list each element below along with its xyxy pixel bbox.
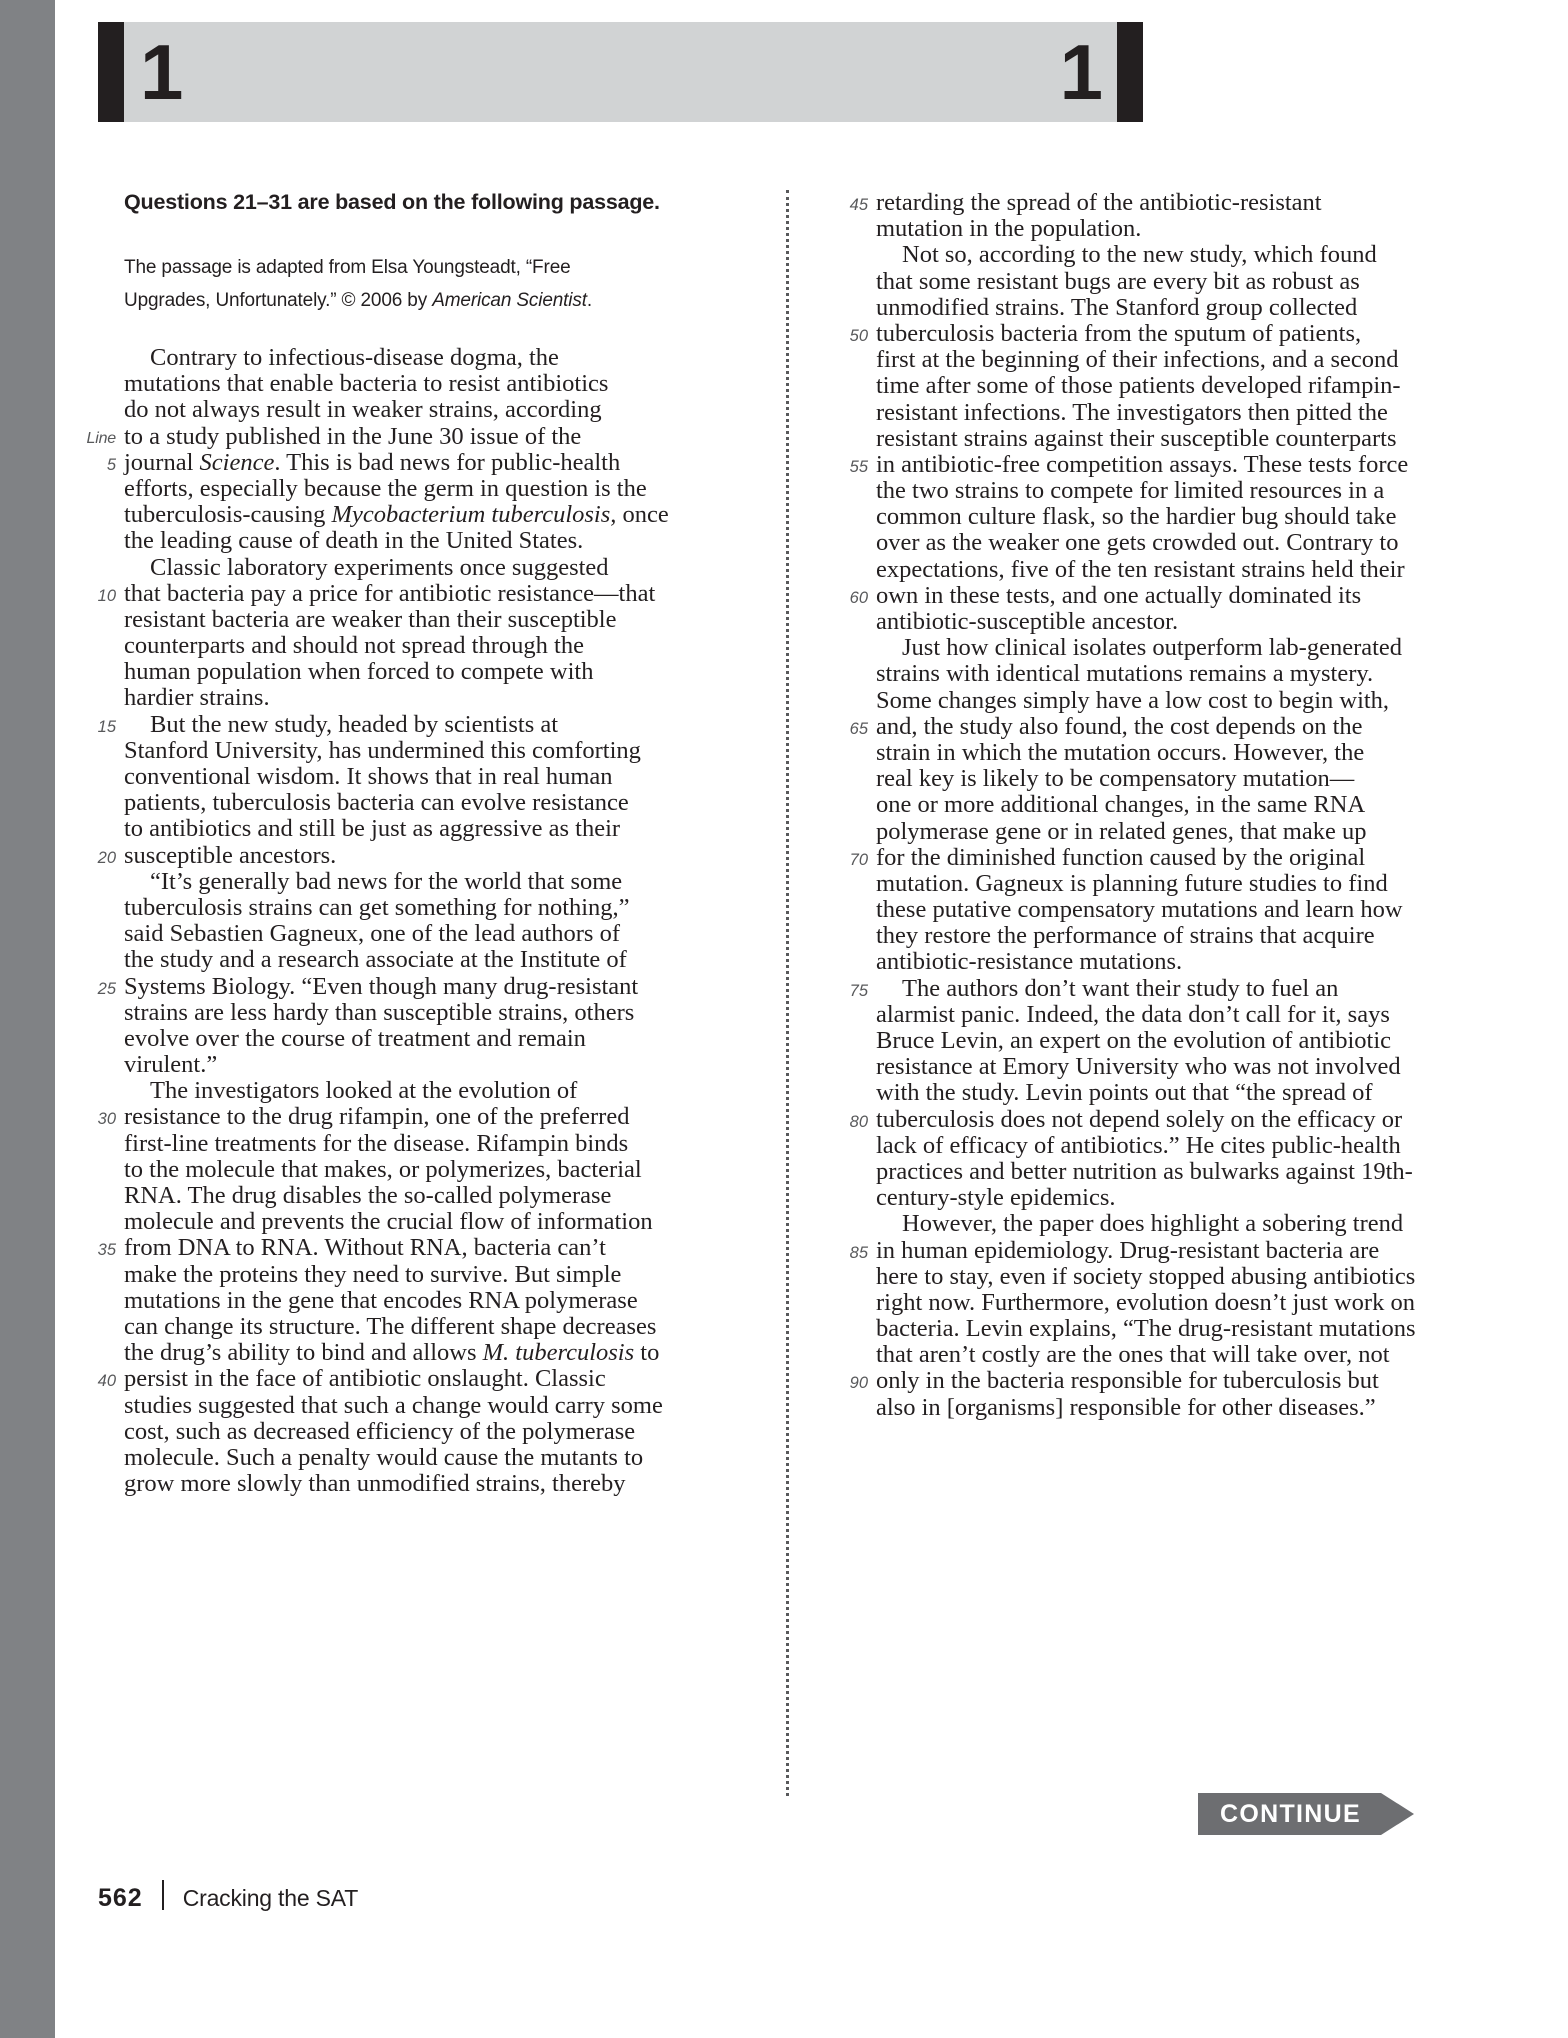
passage-line-text: The investigators looked at the evolution of [150, 1077, 578, 1105]
passage-line [850, 295, 1450, 321]
passage-line [850, 661, 1450, 687]
passage-line [850, 373, 1450, 399]
passage-line-text: said Sebastien Gagneux, one of the lead authors of [124, 920, 620, 948]
passage-line-text: mutations that enable bacteria to resist antibiotics [124, 370, 609, 398]
passage-heading: Questions 21–31 are based on the following passage. [124, 190, 660, 214]
passage-line [98, 1471, 698, 1497]
passage-line [850, 1264, 1450, 1290]
passage-line [98, 450, 698, 476]
passage-line [98, 843, 698, 869]
passage-line [850, 766, 1450, 792]
passage-line [98, 764, 698, 790]
passage-line-text: that some resistant bugs are every bit as robust as [876, 267, 1360, 295]
passage-line-text: Some changes simply have a low cost to begin with, [876, 686, 1390, 714]
passage-line [98, 1445, 698, 1471]
passage-line [850, 923, 1450, 949]
passage-line [98, 1366, 698, 1392]
line-number: 75 [849, 981, 868, 1000]
passage-line [850, 242, 1450, 268]
passage-credit-line-2-post: . [586, 290, 592, 311]
passage-line-text: the leading cause of death in the United States. [124, 527, 584, 555]
passage-line [850, 1002, 1450, 1028]
passage-line [850, 1290, 1450, 1316]
passage-line-text: cost, such as decreased efficiency of the polymerase [124, 1417, 636, 1445]
passage-line-text: alarmist panic. Indeed, the data don’t call for it, says [876, 1000, 1390, 1028]
passage-line [850, 1054, 1450, 1080]
passage-line-text: retarding the spread of the antibiotic-resistant [876, 189, 1322, 216]
line-number: 85 [849, 1243, 868, 1262]
passage-body [86, 189, 1450, 1790]
passage-column-left [86, 190, 698, 1498]
passage-line-text: Systems Biology. “Even though many drug-resistant [124, 972, 639, 1000]
passage-line-text: expectations, five of the ten resistant strains held their [876, 555, 1405, 583]
passage-line [850, 949, 1450, 975]
passage-line [850, 792, 1450, 818]
line-number: 15 [97, 717, 116, 736]
footer-divider-rule [162, 1880, 164, 1910]
passage-line-text: lack of efficacy of antibiotics.” He cites public-health [876, 1131, 1401, 1159]
header-gray-banner [124, 22, 1117, 122]
passage-line-text: from DNA to RNA. Without RNA, bacteria can’t [124, 1234, 606, 1262]
passage-line-text: the two strains to compete for limited resources in a [876, 477, 1385, 505]
passage-line [98, 895, 698, 921]
line-number: 5 [106, 455, 116, 474]
passage-line [98, 1078, 698, 1104]
passage-line [850, 1211, 1450, 1237]
passage-line [850, 740, 1450, 766]
passage-line [850, 1080, 1450, 1106]
passage-line-text: in human epidemiology. Drug-resistant bacteria are [876, 1236, 1380, 1264]
passage-line-text: journal [124, 448, 200, 476]
section-header-banner [98, 22, 1143, 122]
line-number: 25 [97, 979, 116, 998]
passage-line-text: bacteria. Levin explains, “The drug-resistant mutations [876, 1315, 1416, 1343]
passage-line-text: “It’s generally bad news for the world that some [150, 867, 623, 895]
passage-line [98, 869, 698, 895]
passage-line [850, 609, 1450, 635]
passage-line [86, 422, 698, 450]
passage-line-text: mutation. Gagneux is planning future studies to find [876, 869, 1388, 897]
passage-line-text: they restore the performance of strains that acquire [876, 922, 1375, 950]
passage-line-text: that aren’t costly are the ones that will take over, not [876, 1341, 1390, 1369]
passage-line [850, 216, 1450, 242]
passage-line [850, 871, 1450, 897]
passage-line [850, 1316, 1450, 1342]
passage-line [850, 347, 1450, 373]
passage-line [850, 1238, 1450, 1264]
passage-line-text: these putative compensatory mutations and learn how [876, 896, 1403, 924]
passage-line [850, 426, 1450, 452]
passage-line-text: to the molecule that makes, or polymerizes, bacterial [124, 1155, 642, 1183]
passage-credit-line-1: The passage is adapted from Elsa Youngsteadt, “Free [124, 257, 571, 278]
page-footer [98, 1876, 358, 1913]
passage-line-text: make the proteins they need to survive. But simple [124, 1260, 622, 1288]
passage-line-text: studies suggested that such a change would carry some [124, 1391, 663, 1419]
passage-line [98, 1340, 698, 1366]
line-number: 55 [849, 457, 868, 476]
passage-line [98, 790, 698, 816]
passage-line [98, 1052, 698, 1078]
passage-line [850, 897, 1450, 923]
passage-line-text: grow more slowly than unmodified strains, thereby [124, 1470, 626, 1498]
line-number: 35 [97, 1241, 116, 1260]
passage-line-text: antibiotic-susceptible ancestor. [876, 608, 1179, 635]
passage-line [850, 976, 1450, 1002]
passage-line [850, 1395, 1450, 1421]
passage-line [98, 1131, 698, 1157]
passage-line-text: also in [organisms] responsible for other diseases.” [876, 1393, 1376, 1421]
passage-line [98, 921, 698, 947]
passage-line-text: in antibiotic-free competition assays. These tests force [876, 450, 1409, 478]
passage-line-text: resistant infections. The investigators then pitted the [876, 398, 1388, 426]
passage-line-text: RNA. The drug disables the so-called polymerase [124, 1182, 612, 1209]
passage-line-text: strain in which the mutation occurs. However, the [876, 738, 1365, 766]
passage-line-text: evolve over the course of treatment and remain [124, 1024, 586, 1052]
passage-line-text: the study and a research associate at the Institute of [124, 946, 627, 974]
passage-line-text: human population when forced to compete with [124, 658, 594, 686]
passage-line-text: conventional wisdom. It shows that in real human [124, 763, 613, 790]
passage-line-text: unmodified strains. The Stanford group collected [876, 293, 1358, 321]
passage-line-text: the drug’s ability to bind and allows [124, 1339, 483, 1367]
passage-line-text: here to stay, even if society stopped abusing antibiotics [876, 1262, 1416, 1290]
line-number: 90 [849, 1374, 868, 1393]
passage-line-text: Contrary to infectious-disease dogma, the [150, 344, 559, 371]
passage-line-text-cont: to [634, 1339, 660, 1367]
passage-line [850, 478, 1450, 504]
passage-line [98, 607, 698, 633]
passage-line-text: Not so, according to the new study, which found [902, 241, 1377, 269]
passage-line [850, 819, 1450, 845]
passage-line [850, 845, 1450, 871]
passage-line [98, 1419, 698, 1445]
passage-line-text: Just how clinical isolates outperform lab-generated [902, 634, 1403, 662]
passage-line [98, 1104, 698, 1130]
passage-lines-right [850, 190, 1450, 1421]
passage-line-italic: Science [199, 448, 275, 476]
passage-line-text: However, the paper does highlight a sobering trend [902, 1210, 1404, 1238]
line-number: 20 [97, 848, 116, 867]
passage-line [98, 659, 698, 685]
passage-line-text: tuberculosis bacteria from the sputum of patients, [876, 319, 1362, 347]
passage-line-text: mutation in the population. [876, 215, 1142, 243]
passage-line-text: right now. Furthermore, evolution doesn’t just work on [876, 1288, 1415, 1316]
passage-line-text: Stanford University, has undermined this comforting [124, 736, 641, 764]
passage-line [98, 502, 698, 528]
passage-line [98, 1262, 698, 1288]
passage-line-italic: M. tuberculosis [482, 1339, 635, 1367]
passage-line-text: over as the weaker one gets crowded out. Contrary to [876, 529, 1399, 557]
passage-line-text: molecule. Such a penalty would cause the mutants to [124, 1443, 644, 1471]
passage-line [98, 712, 698, 738]
passage-line [98, 581, 698, 607]
passage-line-text: resistant strains against their susceptible counterparts [876, 424, 1397, 452]
line-number: 65 [849, 719, 868, 738]
line-number: 70 [849, 850, 868, 869]
passage-line [850, 1028, 1450, 1054]
passage-line-text-cont: . This is bad news for public-health [274, 448, 621, 476]
footer-book-title: Cracking the SAT [182, 1885, 359, 1911]
passage-line-text: do not always result in weaker strains, according [124, 396, 602, 424]
passage-line-text: first at the beginning of their infections, and a second [876, 346, 1399, 374]
passage-line [850, 1185, 1450, 1211]
passage-line [850, 557, 1450, 583]
passage-line-text: time after some of those patients developed rifampin- [876, 372, 1401, 400]
passage-line-text: patients, tuberculosis bacteria can evolve resistance [124, 789, 629, 817]
passage-line [98, 1314, 698, 1340]
passage-line-text: strains are less hardy than susceptible strains, others [124, 998, 635, 1026]
passage-line [98, 397, 698, 423]
continue-button[interactable] [1198, 1793, 1414, 1835]
passage-line-text: virulent.” [124, 1051, 218, 1079]
passage-line [98, 816, 698, 842]
passage-line [98, 1393, 698, 1419]
passage-line-text: counterparts and should not spread through the [124, 632, 584, 660]
line-number: 10 [97, 586, 116, 605]
passage-line [98, 1209, 698, 1235]
line-number: 30 [97, 1110, 116, 1129]
passage-line [98, 685, 698, 711]
passage-line [850, 504, 1450, 530]
passage-line-text: strains with identical mutations remains a mystery. [876, 660, 1374, 688]
column-divider-dotted [786, 190, 789, 1796]
line-number: 60 [849, 588, 868, 607]
continue-arrow-icon [1381, 1793, 1414, 1835]
passage-line-italic: Mycobacterium tuberculosis, [331, 501, 617, 529]
header-left-black-cap [98, 22, 124, 122]
passage-line [850, 1159, 1450, 1185]
passage-line-text: persist in the face of antibiotic onslaught. Classic [124, 1365, 606, 1393]
passage-line-text: Bruce Levin, an expert on the evolution of antibiotic [876, 1027, 1392, 1054]
line-number: 50 [849, 326, 868, 345]
passage-line-text: first-line treatments for the disease. Rifampin binds [124, 1129, 629, 1157]
footer-page-number: 562 [98, 1884, 143, 1912]
passage-line-text: and, the study also found, the cost depends on the [876, 712, 1363, 740]
passage-credit [124, 251, 644, 317]
passage-line-text: susceptible ancestors. [124, 841, 337, 869]
passage-line [850, 1368, 1450, 1394]
passage-line-text: But the new study, headed by scientists at [150, 710, 559, 738]
passage-line [98, 1026, 698, 1052]
passage-line-text: to a study published in the June 30 issue of the [124, 422, 582, 450]
section-number-left: 1 [140, 28, 182, 116]
passage-column-right [850, 190, 1450, 1421]
passage-line-text: tuberculosis strains can get something for nothing,” [124, 893, 630, 921]
passage-line [98, 371, 698, 397]
passage-line-text: tuberculosis-causing [124, 501, 332, 529]
passage-line [98, 1157, 698, 1183]
passage-line [98, 947, 698, 973]
passage-line-text: efforts, especially because the germ in question is the [124, 474, 647, 502]
header-right-black-cap [1117, 22, 1143, 122]
passage-line-text: hardier strains. [124, 684, 270, 712]
passage-credit-line-2-pre: Upgrades, Unfortunately.” © 2006 by [124, 290, 433, 311]
passage-line [98, 1288, 698, 1314]
passage-line-text: only in the bacteria responsible for tuberculosis but [876, 1367, 1379, 1395]
passage-line [850, 190, 1450, 216]
passage-line [850, 714, 1450, 740]
passage-line [850, 269, 1450, 295]
passage-line [98, 555, 698, 581]
passage-line [850, 583, 1450, 609]
passage-line-text: with the study. Levin points out that “the spread of [876, 1079, 1373, 1107]
passage-line-text: resistant bacteria are weaker than their susceptible [124, 605, 617, 633]
passage-line-text: century-style epidemics. [876, 1184, 1116, 1212]
passage-line [850, 688, 1450, 714]
passage-line [98, 476, 698, 502]
passage-line [98, 345, 698, 371]
passage-line [98, 1000, 698, 1026]
passage-line-text: for the diminished function caused by the original [876, 843, 1366, 871]
passage-line [850, 321, 1450, 347]
passage-line [850, 1342, 1450, 1368]
passage-line [98, 974, 698, 1000]
passage-line-text-cont: once [616, 501, 669, 529]
passage-line-text: real key is likely to be compensatory mutation— [876, 765, 1355, 793]
page-spine-bar [0, 0, 55, 2038]
passage-line-text: Classic laboratory experiments once suggested [150, 553, 609, 581]
passage-line-text: practices and better nutrition as bulwarks against 19th- [876, 1157, 1413, 1185]
passage-line [850, 635, 1450, 661]
passage-line-text: molecule and prevents the crucial flow of information [124, 1208, 653, 1236]
passage-line-text: that bacteria pay a price for antibiotic resistance—that [124, 579, 656, 607]
passage-line-text: The authors don’t want their study to fuel an [902, 974, 1339, 1002]
passage-line-text: one or more additional changes, in the same RNA [876, 791, 1366, 819]
passage-line-text: can change its structure. The different shape decreases [124, 1312, 657, 1340]
passage-line-text: to antibiotics and still be just as aggressive as their [124, 815, 621, 843]
passage-line [98, 1235, 698, 1261]
line-number: 80 [849, 1112, 868, 1131]
passage-line [98, 528, 698, 554]
passage-line-text: tuberculosis does not depend solely on the efficacy or [876, 1105, 1403, 1133]
passage-line-text: mutations in the gene that encodes RNA polymerase [124, 1286, 638, 1314]
passage-line-text: resistance to the drug rifampin, one of the preferred [124, 1103, 630, 1131]
passage-line [850, 452, 1450, 478]
passage-line [850, 1133, 1450, 1159]
passage-line [98, 738, 698, 764]
passage-line-text: own in these tests, and one actually dominated its [876, 581, 1362, 609]
line-number: 40 [97, 1372, 116, 1391]
line-number: Line [86, 429, 116, 447]
passage-line-text: polymerase gene or in related genes, that make up [876, 817, 1367, 845]
passage-line [98, 633, 698, 659]
continue-button-label: CONTINUE [1198, 1793, 1381, 1835]
passage-line-text: resistance at Emory University who was not involved [876, 1053, 1401, 1081]
passage-line-text: common culture flask, so the hardier bug should take [876, 503, 1397, 531]
passage-lines-left [86, 344, 698, 1498]
line-number: 45 [849, 196, 868, 214]
passage-line [850, 1107, 1450, 1133]
passage-line [850, 530, 1450, 556]
passage-line [98, 1183, 698, 1209]
section-number-right: 1 [1059, 28, 1101, 116]
passage-credit-source: American Scientist [432, 290, 587, 311]
passage-line [850, 400, 1450, 426]
passage-line-text: antibiotic-resistance mutations. [876, 948, 1183, 976]
